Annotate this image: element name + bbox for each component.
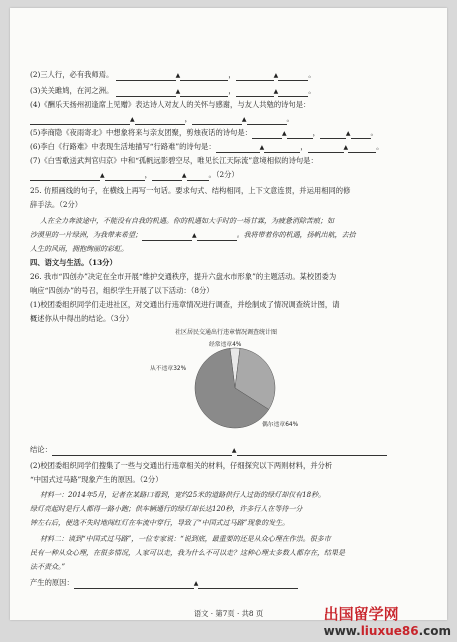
question-26-2-text-2: “中国式过马路”现象产生的原因。（2分）	[30, 475, 163, 484]
answer-blank	[180, 88, 228, 97]
question-26-text-2: 响应“四创办”的号召，组织学生开展了以下活动：（8分）	[30, 286, 214, 295]
conclusion-line: 结论： ▲	[30, 445, 387, 456]
question-4-text: (4)《酬乐天扬州初逢席上见赠》表达诗人对友人的关怀与感谢，与友人共勉的诗句是：	[30, 100, 311, 109]
answer-blank	[216, 144, 260, 153]
answer-blank	[237, 447, 387, 456]
page-footer: 语文 · 第7页 · 共8 页	[193, 609, 264, 618]
question-25-text: 25. 仿照画线的句子，在横线上再写一句话。要求句式、结构相同，上下文意连贯，并运用相同的修	[30, 186, 351, 195]
score-label: （2分）	[215, 170, 239, 179]
answer-blank	[348, 144, 376, 153]
watermark-text: 出国留学网	[323, 605, 399, 623]
answer-blank	[135, 116, 185, 125]
answer-blank	[30, 116, 130, 125]
answer-blank	[142, 232, 192, 241]
question-5-line: (5)李商隐《夜雨寄北》中想象将来与亲友团聚，剪烛夜话的诗句是： ▲ ， ▲ 。	[30, 128, 378, 137]
question-text: (2)三人行，必有我师焉。	[30, 70, 114, 79]
answer-blank	[278, 88, 308, 97]
question-6-line: (6)李白《行路难》中表现生活地描写“行路难”的诗句是： ▲ ， ▲ 。	[30, 142, 384, 151]
question-7-text: (7)《白雪歌送武判官归京》中和“孤帆远影碧空尽，唯见长江天际流”意境相似的诗句是：	[30, 156, 318, 165]
question-26-2-text: (2)校团委组织同学们搜集了一些与交通出行违章相关的材料，仔细探究以下两则材料，并分析	[30, 461, 333, 470]
material-1-line-2: 绿灯亮起时是行人都得一路小跑；供车辆通行的绿灯却长达120秒，许多行人在等待一分	[30, 505, 303, 513]
answer-blank	[187, 172, 209, 181]
passage-line: 人在全力奔波途中，不能没有自我的机遇。你的机遇如大手时的一场甘霖，为疲惫消除苦痕；如	[40, 217, 334, 225]
answer-blank	[287, 130, 313, 139]
question-text: (3)关关雎鸠，在河之洲。	[30, 86, 114, 95]
answer-blank	[30, 172, 100, 181]
pie-label-never: 从不违章32%	[150, 366, 187, 372]
material-2-line-3: 法不责众。”	[30, 563, 66, 571]
question-4-answer: ▲ ， ▲ 。	[30, 114, 294, 125]
question-3-line: (3)关关雎鸠，在河之洲。 ▲ ， ▲ 。	[30, 86, 316, 95]
passage-text: 沙漠里的一片绿洲，为我带来希望；	[30, 231, 142, 239]
answer-blank	[116, 88, 176, 97]
passage-line-3: 人生的风雨，拥抱绚丽的彩虹。	[30, 245, 128, 253]
answer-blank	[198, 580, 298, 589]
answer-blank	[192, 116, 242, 125]
question-7-answer: ▲ ， ▲ 。（2分）	[30, 170, 239, 181]
answer-blank	[264, 144, 300, 153]
cause-label: 产生的原因：	[30, 578, 74, 587]
material-1-line: 材料一：2014年5月，记者在某路口看到，宽约25米的道路供行人过街的绿灯却仅有18秒。	[40, 491, 326, 499]
question-26-text: 26. 我市“四创办”决定在全市开展“维护交通秩序，提升六盘水市形象”的主题活动。某校团委为	[30, 272, 337, 281]
conclusion-label: 结论：	[30, 445, 52, 454]
passage-line-2: 沙漠里的一片绿洲，为我带来希望； ▲ 。我将带着你的机遇，扬帆出航，去拾	[30, 231, 356, 239]
chart-title: 社区居民交通出行违章情况调查统计图	[175, 329, 278, 336]
section-heading: 四、语文与生活。（13分）	[30, 258, 117, 267]
passage-text: 。我将带着你的机遇，扬帆出航，去拾	[236, 231, 356, 239]
answer-blank	[236, 88, 274, 97]
watermark-url: www.liuxue86.com	[323, 624, 451, 638]
question-2-line: (2)三人行，必有我师焉。 ▲ ， ▲ 。	[30, 70, 316, 79]
answer-blank	[320, 130, 346, 139]
pie-label-often: 经常违章4%	[209, 342, 242, 348]
question-25-text-2: 辞手法。（2分）	[30, 200, 83, 209]
material-2-line-2: 民有一种从众心理，在很多情况，人家可以走，我为什么不可以走？这种心理太多数人都存在，结果是	[30, 549, 345, 557]
answer-blank	[180, 72, 228, 81]
pie-label-sometimes: 偶尔违章64%	[262, 422, 299, 428]
question-26-1-text-2: 概述你从中得出的结论。（3分）	[30, 314, 134, 323]
answer-blank	[308, 144, 344, 153]
answer-blank	[247, 116, 287, 125]
answer-blank	[351, 130, 371, 139]
answer-blank	[116, 72, 176, 81]
material-2-line: 材料二：谈到“中国式过马路”，一位专家说：“说到底，最重要的还是从众心理在作祟。很多市	[40, 535, 331, 543]
answer-blank	[197, 232, 237, 241]
answer-blank	[52, 447, 232, 456]
answer-blank	[278, 72, 308, 81]
question-26-1-text: (1)校团委组织同学们走进社区，对交通出行违章情况进行调查，并绘制成了情况调查统计图，请	[30, 300, 340, 309]
cause-line: 产生的原因： ▲	[30, 578, 298, 589]
answer-blank	[74, 580, 194, 589]
answer-blank	[152, 172, 182, 181]
answer-blank	[236, 72, 274, 81]
answer-blank	[252, 130, 282, 139]
question-text: (5)李商隐《夜雨寄北》中想象将来与亲友团聚，剪烛夜话的诗句是：	[30, 128, 252, 137]
answer-blank	[105, 172, 145, 181]
question-text: (6)李白《行路难》中表现生活地描写“行路难”的诗句是：	[30, 142, 216, 151]
watermark-logo	[324, 603, 451, 638]
material-1-line-3: 钟左右后，便选不失时地闯红灯在车流中穿行，导致了“中国式过马路”现象的发生。	[30, 519, 290, 527]
